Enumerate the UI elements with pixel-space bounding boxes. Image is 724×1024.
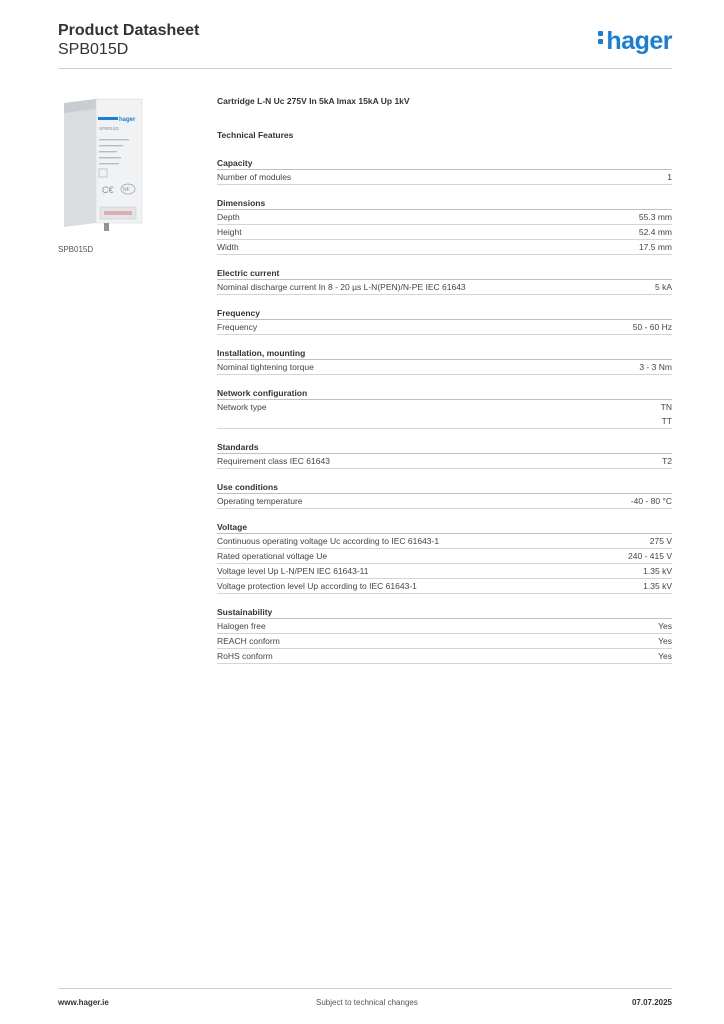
feature-group — [217, 196, 672, 255]
logo-text: hager — [606, 27, 672, 55]
spec-label: Nominal discharge current In 8 - 20 µs L-N(PEN)/N-PE IEC 61643 — [217, 282, 466, 292]
spec-value-line: 240 - 415 V — [628, 551, 672, 561]
technical-content — [217, 96, 672, 675]
logo-colon-icon — [598, 28, 604, 47]
technical-features-title: Technical Features — [217, 130, 294, 140]
spec-value — [643, 579, 672, 593]
spec-value-line: 50 - 60 Hz — [632, 322, 672, 332]
spec-label: Height — [217, 227, 242, 237]
footer-note: Subject to technical changes — [316, 998, 418, 1007]
group-title: Standards — [217, 440, 672, 454]
spec-value-line: 55.3 mm — [638, 212, 672, 222]
group-title: Installation, mounting — [217, 346, 672, 360]
spec-row — [217, 619, 672, 634]
product-description: Cartridge L-N Uc 275V In 5kA Imax 15kA Up 1kV — [217, 96, 410, 106]
footer-date: 07.07.2025 — [631, 998, 672, 1007]
spec-value — [639, 210, 672, 224]
spec-value — [658, 619, 672, 633]
group-title: Frequency — [217, 306, 672, 320]
spec-value — [643, 564, 672, 578]
spec-label: Voltage protection level Up according to IEC 61643-1 — [217, 581, 417, 591]
spec-label: RoHS conform — [217, 651, 273, 661]
spec-value-line: Yes — [658, 636, 672, 646]
document-title: Product Datasheet — [58, 22, 200, 39]
spec-value-line: TT — [661, 416, 672, 426]
spec-label: Rated operational voltage Ue — [217, 551, 328, 561]
spec-label: Requirement class IEC 61643 — [217, 456, 330, 466]
spec-label: Operating temperature — [217, 496, 303, 506]
spec-value — [662, 454, 672, 468]
spec-row — [217, 634, 672, 649]
spec-value-line: 1.35 kV — [643, 566, 672, 576]
spec-label: Depth — [217, 212, 240, 222]
spec-row — [217, 280, 672, 295]
spec-label: Width — [217, 242, 239, 252]
spec-value-line: Yes — [658, 621, 672, 631]
svg-text:C€: C€ — [102, 185, 114, 195]
spec-value-line: 1.35 kV — [643, 581, 672, 591]
feature-group — [217, 266, 672, 295]
spec-value — [661, 400, 672, 428]
spec-row — [217, 649, 672, 664]
spec-value-line: 17.5 mm — [638, 242, 672, 252]
group-title: Dimensions — [217, 196, 672, 210]
group-title: Voltage — [217, 520, 672, 534]
svg-text:SPB015D: SPB015D — [99, 126, 119, 131]
feature-group — [217, 386, 672, 429]
svg-text:hager: hager — [119, 117, 136, 123]
spec-row — [217, 225, 672, 240]
spec-label: Network type — [217, 402, 267, 412]
spec-row — [217, 494, 672, 509]
spec-row — [217, 549, 672, 564]
spec-value-line: -40 - 80 °C — [630, 496, 672, 506]
footer-website: www.hager.ie — [58, 998, 109, 1007]
hager-logo — [598, 28, 672, 54]
product-code: SPB015D — [58, 41, 129, 58]
spec-value — [658, 634, 672, 648]
group-title: Use conditions — [217, 480, 672, 494]
spec-row — [217, 564, 672, 579]
spec-row — [217, 240, 672, 255]
spec-value — [631, 494, 672, 508]
spec-label: Nominal tightening torque — [217, 362, 314, 372]
spec-row — [217, 400, 672, 429]
spec-value-line: 1 — [667, 172, 672, 182]
spec-label: Voltage level Up L-N/PEN IEC 61643-11 — [217, 566, 369, 576]
spec-value — [658, 649, 672, 663]
spec-label: Number of modules — [217, 172, 292, 182]
spec-value-line: 52.4 mm — [638, 227, 672, 237]
group-title: Capacity — [217, 156, 672, 170]
group-title: Network configuration — [217, 386, 672, 400]
cartridge-icon — [58, 95, 198, 235]
group-title: Sustainability — [217, 605, 672, 619]
image-caption: SPB015D — [58, 245, 94, 254]
spec-row — [217, 170, 672, 185]
spec-value — [639, 240, 672, 254]
spec-row — [217, 320, 672, 335]
spec-value — [639, 360, 672, 374]
spec-value — [650, 534, 672, 548]
spec-value-line: Yes — [658, 651, 672, 661]
spec-label: Halogen free — [217, 621, 266, 631]
spec-label: Frequency — [217, 322, 258, 332]
feature-group — [217, 346, 672, 375]
spec-value-line: 275 V — [649, 536, 672, 546]
spec-row — [217, 210, 672, 225]
spec-label: REACH conform — [217, 636, 280, 646]
group-title: Electric current — [217, 266, 672, 280]
spec-label: Continuous operating voltage Uc according to IEC 61643-1 — [217, 536, 440, 546]
spec-value-line: T2 — [662, 456, 672, 466]
page-header — [58, 22, 672, 70]
feature-group — [217, 156, 672, 185]
spec-row — [217, 534, 672, 549]
footer-divider — [58, 988, 672, 989]
product-image — [58, 95, 198, 235]
spec-value-line: 5 kA — [654, 282, 672, 292]
feature-group — [217, 605, 672, 664]
spec-value — [655, 280, 672, 294]
feature-group — [217, 440, 672, 469]
spec-value — [639, 225, 672, 239]
header-divider — [58, 68, 672, 69]
spec-value-line: 3 - 3 Nm — [639, 362, 672, 372]
feature-group — [217, 306, 672, 335]
feature-group — [217, 480, 672, 509]
spec-value-line: TN — [660, 402, 672, 412]
spec-value — [667, 170, 672, 184]
feature-groups — [217, 156, 672, 664]
spec-row — [217, 360, 672, 375]
feature-group — [217, 520, 672, 594]
spec-row — [217, 454, 672, 469]
spec-value — [633, 320, 672, 334]
svg-text:NF: NF — [123, 187, 130, 193]
spec-row — [217, 579, 672, 594]
spec-value — [628, 549, 672, 563]
